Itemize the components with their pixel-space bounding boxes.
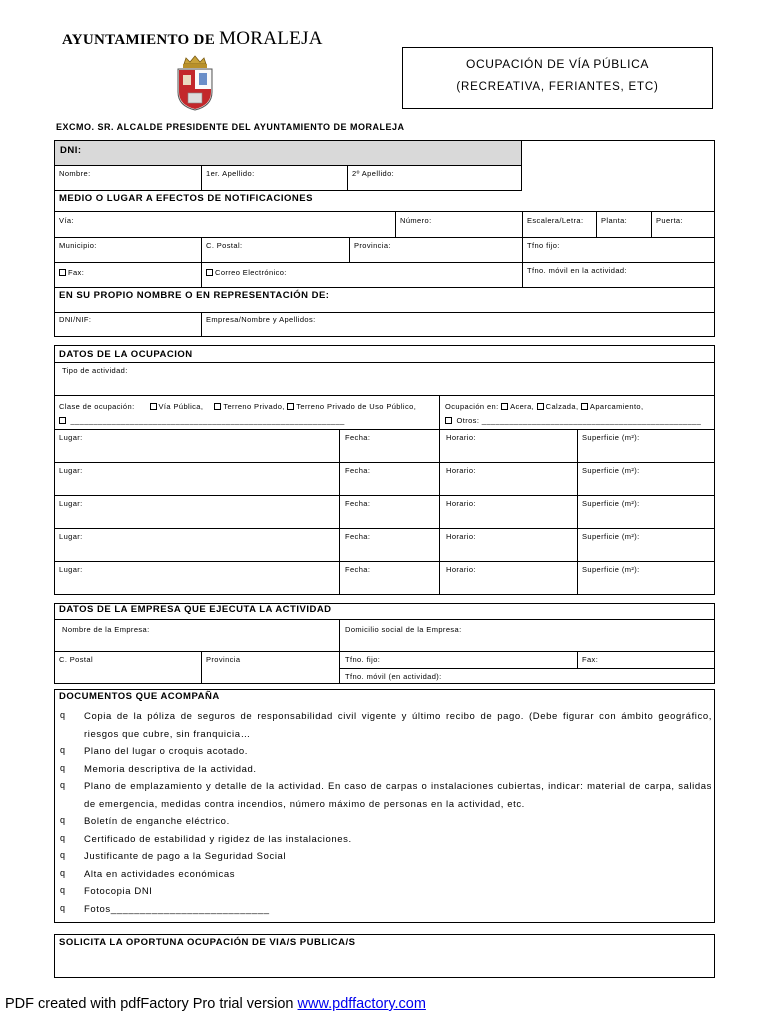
superficie-field[interactable]: Superficie (m²):	[582, 499, 640, 508]
fecha-field[interactable]: Fecha:	[345, 532, 371, 541]
checkbox-icon[interactable]	[537, 403, 544, 410]
form-title-box	[402, 47, 713, 109]
tipo-actividad-field[interactable]: Tipo de actividad:	[62, 366, 128, 375]
document-bullet[interactable]: q	[60, 815, 66, 825]
cpostal-field[interactable]: C. Postal:	[206, 241, 243, 250]
clase-via-publica[interactable]: Vía Pública,	[150, 402, 204, 411]
document-bullet[interactable]: q	[60, 780, 66, 790]
footer-link[interactable]: www.pdffactory.com	[297, 996, 426, 1012]
document-bullet[interactable]: q	[60, 745, 66, 755]
fecha-field[interactable]: Fecha:	[345, 499, 371, 508]
provincia-field[interactable]: Provincia:	[354, 241, 391, 250]
numero-field[interactable]: Número:	[400, 216, 432, 225]
document-text: Fotos___________________________	[84, 903, 270, 915]
document-bullet[interactable]: q	[60, 762, 66, 773]
fecha-field[interactable]: Fecha:	[345, 565, 371, 574]
form-title: OCUPACIÓN DE VÍA PÚBLICA	[466, 57, 649, 71]
fecha-field[interactable]: Fecha:	[345, 433, 371, 442]
document-bullet[interactable]: q	[60, 832, 66, 843]
document-text: Memoria descriptiva de la actividad.	[84, 763, 257, 775]
lugar-field[interactable]: Lugar:	[59, 565, 83, 574]
form-subtitle: (RECREATIVA, FERIANTES, ETC)	[456, 81, 659, 93]
empresa-fax-field[interactable]: Fax:	[582, 655, 599, 664]
dni-label: DNI:	[60, 145, 82, 156]
escalera-field[interactable]: Escalera/Letra:	[527, 216, 584, 225]
superficie-field[interactable]: Superficie (m²):	[582, 466, 640, 475]
footer-text: PDF created with pdfFactory Pro trial version	[5, 996, 298, 1012]
document-text: Fotocopia DNI	[84, 886, 153, 897]
horario-field[interactable]: Horario:	[446, 532, 476, 541]
document-bullet[interactable]: q	[60, 867, 66, 878]
apellido2-field[interactable]: 2º Apellido:	[352, 169, 395, 178]
occupation-title: DATOS DE LA OCUPACION	[59, 349, 193, 360]
lugar-field[interactable]: Lugar:	[59, 532, 83, 541]
document-text: Alta en actividades económicas	[84, 868, 236, 880]
document-text: Justificante de pago a la Seguridad Social	[84, 851, 287, 862]
superficie-field[interactable]: Superficie (m²):	[582, 565, 640, 574]
checkbox-icon[interactable]	[287, 403, 294, 410]
municipality-title	[62, 28, 323, 50]
puerta-field[interactable]: Puerta:	[656, 216, 683, 225]
document-bullet[interactable]: q	[60, 885, 66, 895]
dni-field-shade	[55, 141, 521, 165]
fax-checkbox[interactable]	[59, 268, 84, 277]
document-text: Boletín de enganche eléctrico.	[84, 816, 230, 827]
horario-field[interactable]: Horario:	[446, 565, 476, 574]
clase-label: Clase de ocupación:	[59, 402, 135, 411]
document-text: Plano del lugar o croquis acotado.	[84, 746, 249, 757]
pdf-footer	[5, 996, 426, 1012]
movil-field[interactable]: Tfno. móvil en la actividad:	[527, 266, 627, 275]
horario-field[interactable]: Horario:	[446, 499, 476, 508]
document-bullet[interactable]: q	[60, 850, 66, 860]
checkbox-icon[interactable]	[214, 403, 221, 410]
addressee: EXCMO. SR. ALCALDE PRESIDENTE DEL AYUNTAMIENTO DE MORALEJA	[56, 122, 405, 132]
document-text: Copia de la póliza de seguros de responsabilidad civil vigente y último recibo de pago. (Debe figurar con ámbito geográfico, riesgos que cubre, sin franquicia…	[84, 711, 712, 740]
superficie-field[interactable]: Superficie (m²):	[582, 532, 640, 541]
empresa-nombre-field[interactable]: Nombre de la Empresa:	[62, 625, 150, 634]
empresa-movil-field[interactable]: Tfno. móvil (en actividad):	[345, 672, 442, 681]
clase-terreno-uso-publico[interactable]: Terreno Privado de Uso Público,	[287, 402, 416, 411]
clase-terreno-privado[interactable]: Terreno Privado,	[214, 402, 284, 411]
via-field[interactable]: Vía:	[59, 216, 74, 225]
checkbox-icon[interactable]	[501, 403, 508, 410]
company-title: DATOS DE LA EMPRESA QUE EJECUTA LA ACTIVIDAD	[59, 604, 332, 615]
horario-field[interactable]: Horario:	[446, 466, 476, 475]
checkbox-icon[interactable]	[59, 269, 66, 276]
ocupacion-otros[interactable]: Otros: ________________________________________________	[445, 416, 701, 425]
nombre-field[interactable]: Nombre:	[59, 169, 91, 178]
empresa-domicilio-field[interactable]: Domicilio social de la Empresa:	[345, 625, 462, 634]
tfno-field[interactable]: Tfno fijo:	[527, 241, 560, 250]
checkbox-icon[interactable]	[150, 403, 157, 410]
checkbox-icon[interactable]	[206, 269, 213, 276]
fax-label: Fax:	[68, 268, 85, 277]
request-title: SOLICITA LA OPORTUNA OCUPACIÓN DE VIA/S PUBLICA/S	[59, 937, 356, 948]
horario-field[interactable]: Horario:	[446, 433, 476, 442]
empresa-provincia-field[interactable]: Provincia	[206, 655, 241, 664]
empresa-cpostal-field[interactable]: C. Postal	[59, 655, 94, 664]
checkbox-icon[interactable]	[445, 417, 452, 424]
superficie-field[interactable]: Superficie (m²):	[582, 433, 640, 442]
clase-otro[interactable]: ____________________________________________________________	[59, 416, 345, 425]
document-bullet[interactable]: q	[60, 710, 66, 720]
empresa-tfno-field[interactable]: Tfno. fijo:	[345, 655, 381, 664]
clase-ocupacion	[59, 402, 416, 411]
planta-field[interactable]: Planta:	[601, 216, 628, 225]
apellido1-field[interactable]: 1er. Apellido:	[206, 169, 255, 178]
lugar-field[interactable]: Lugar:	[59, 499, 83, 508]
document-bullet[interactable]: q	[60, 902, 66, 913]
document-text: Certificado de estabilidad y rigidez de las instalaciones.	[84, 833, 352, 845]
ocupacion-acera[interactable]: Acera,	[501, 402, 534, 411]
lugar-field[interactable]: Lugar:	[59, 466, 83, 475]
ocupacion-calzada[interactable]: Calzada,	[537, 402, 579, 411]
ocupacion-aparcamiento[interactable]: Aparcamiento,	[581, 402, 644, 411]
dni-nif-field[interactable]: DNI/NIF:	[59, 315, 92, 324]
document-text: Plano de emplazamiento y detalle de la actividad. En caso de carpas o instalaciones cubiertas, indicar: material de carpa, salidas de emergencia, medidas contra incendios, número máximo de personas en la actividad, etc.	[84, 781, 712, 810]
municipality-name: MORALEJA	[219, 28, 323, 49]
representation-title: EN SU PROPIO NOMBRE O EN REPRESENTACIÓN DE:	[59, 290, 330, 301]
checkbox-icon[interactable]	[59, 417, 66, 424]
correo-label: Correo Electrónico:	[215, 268, 287, 277]
ocupacion-en	[445, 402, 643, 411]
municipio-field[interactable]: Municipio:	[59, 241, 97, 250]
fecha-field[interactable]: Fecha:	[345, 466, 371, 475]
empresa-field[interactable]: Empresa/Nombre y Apellidos:	[206, 315, 316, 324]
coat-of-arms-logo	[172, 54, 218, 112]
checkbox-icon[interactable]	[581, 403, 588, 410]
notifications-title: MEDIO O LUGAR A EFECTOS DE NOTIFICACIONES	[59, 193, 313, 204]
ocupacion-label: Ocupación en:	[445, 402, 499, 411]
municipality-prefix: AYUNTAMIENTO DE	[62, 32, 220, 48]
lugar-field[interactable]: Lugar:	[59, 433, 83, 442]
correo-checkbox[interactable]	[206, 268, 287, 277]
documents-title: DOCUMENTOS QUE ACOMPAÑA	[59, 691, 220, 702]
